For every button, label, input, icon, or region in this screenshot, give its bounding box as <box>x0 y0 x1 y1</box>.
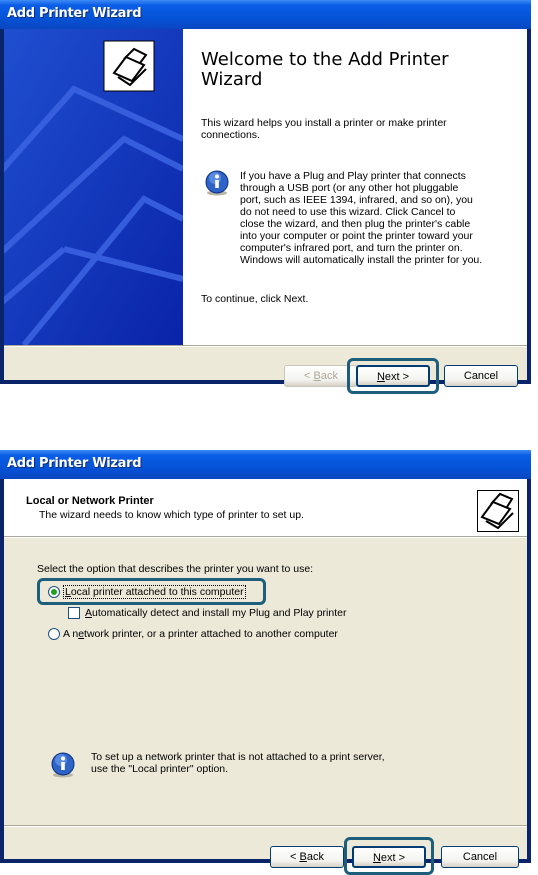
intro-text: This wizard helps you install a printer or make printer connections. <box>201 117 447 141</box>
separator <box>4 825 527 827</box>
info-line: through a USB port (or any other hot pluggable <box>240 182 459 194</box>
header-subtitle: The wizard needs to know which type of printer to set up. <box>39 509 304 521</box>
next-button[interactable]: Next > <box>352 846 426 868</box>
back-button[interactable]: < Back <box>270 846 344 868</box>
info-line: computer's infrared port, and turn the printer on. <box>240 242 463 254</box>
welcome-dialog <box>0 0 531 384</box>
welcome-heading: Welcome to the Add Printer Wizard <box>201 49 449 90</box>
local-option-highlight <box>37 578 266 605</box>
dialog-title: Add Printer Wizard <box>0 0 531 29</box>
next-button[interactable]: Next > <box>356 365 430 387</box>
next-highlight <box>344 837 434 875</box>
dialog-body <box>4 479 527 864</box>
info-line: do not need to use this wizard. Click Cancel to <box>240 206 456 218</box>
wizard-header <box>4 479 527 536</box>
info-paragraph <box>240 170 505 266</box>
select-prompt: Select the option that describes the printer you want to use: <box>37 563 314 575</box>
info-line: use the "Local printer" option. <box>91 763 229 775</box>
info-line: port, such as IEEE 1394, infrared, and so on), you <box>240 194 473 206</box>
header-separator <box>4 536 527 538</box>
cancel-button[interactable]: Cancel <box>441 846 519 868</box>
auto-detect-label[interactable]: Automatically detect and install my Plug and Play printer <box>85 607 347 619</box>
continue-text: To continue, click Next. <box>201 293 309 305</box>
local-printer-label[interactable]: Local printer attached to this computer <box>65 586 244 598</box>
info-line: into your computer or point the printer toward your <box>240 230 473 242</box>
printer-icon <box>477 490 519 535</box>
network-printer-radio[interactable] <box>48 628 60 640</box>
auto-detect-checkbox[interactable] <box>68 607 80 619</box>
dialog-title: Add Printer Wizard <box>0 450 531 479</box>
printer-type-dialog <box>0 450 531 863</box>
separator <box>4 345 527 347</box>
dialog-body <box>4 29 527 383</box>
info-icon <box>204 170 230 196</box>
header-title: Local or Network Printer <box>26 495 154 507</box>
info-line: If you have a Plug and Play printer that connects <box>240 170 466 182</box>
info-line: To set up a network printer that is not attached to a print server, <box>91 751 385 763</box>
next-highlight <box>347 358 439 394</box>
info-line: Windows will automatically install the printer for you. <box>240 254 483 266</box>
wizard-side-banner <box>4 29 183 345</box>
printer-watermark-icon <box>4 29 183 345</box>
back-button[interactable]: < Back <box>284 365 358 387</box>
info-icon <box>50 752 76 778</box>
network-printer-label[interactable]: A network printer, or a printer attached to another computer <box>63 628 338 640</box>
cancel-button[interactable]: Cancel <box>444 365 518 387</box>
info-line: close the wizard, and then plug the printer's cable <box>240 218 471 230</box>
